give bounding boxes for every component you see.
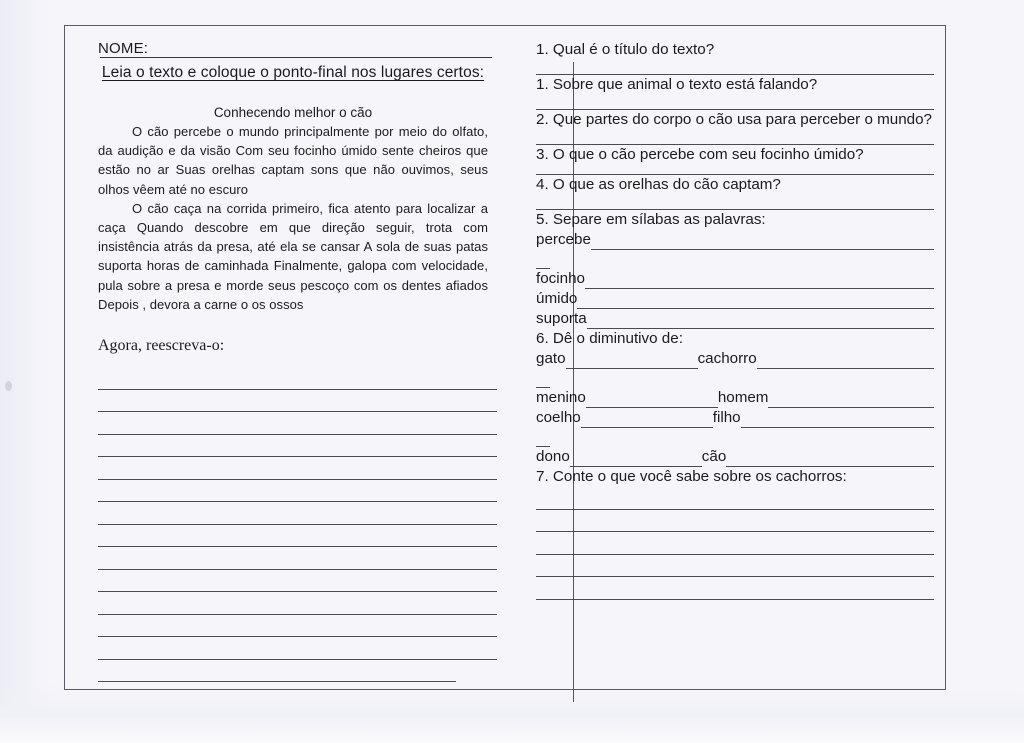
reading-paragraph-1: O cão percebe o mundo principalmente por meio do olfato, da audição e da visão Com seu focinho úmido sente cheiros que estão no ar Suas orelhas captam sons que não ouvimos, seus olhos vêem até no escuro <box>98 124 488 197</box>
writing-line[interactable] <box>98 435 497 458</box>
question-number: 3. <box>536 146 549 163</box>
question-text: Dê o diminutivo de: <box>552 330 683 347</box>
syllable-blank[interactable] <box>585 272 934 289</box>
diminutive-word-right: cachorro <box>697 350 757 367</box>
question-text: Sobre que animal o texto está falando? <box>552 76 818 93</box>
diminutive-blank-right[interactable] <box>741 411 934 428</box>
question-6 <box>536 329 936 349</box>
syllable-word: úmido <box>536 290 578 307</box>
scan-shading-left <box>0 0 66 743</box>
rewrite-prompt: Agora, reescreva-o: <box>98 337 225 355</box>
question-7-answer-lines[interactable] <box>536 487 936 600</box>
writing-line[interactable] <box>98 412 497 435</box>
question-number: 7. <box>536 468 549 485</box>
question-text: O que o cão percebe com seu focinho úmido? <box>552 146 864 163</box>
stray-mark <box>536 261 550 269</box>
name-field-row[interactable] <box>98 40 488 60</box>
question-number: 5. <box>536 211 549 228</box>
diminutive-word-left: coelho <box>536 409 581 426</box>
diminutive-blank-right[interactable] <box>757 352 934 369</box>
question-text: O que as orelhas do cão captam? <box>552 176 781 193</box>
question-text: Separe em sílabas as palavras: <box>552 211 766 228</box>
writing-line[interactable] <box>98 480 497 503</box>
right-column <box>536 40 936 600</box>
diminutive-blank-right[interactable] <box>726 450 934 467</box>
writing-line[interactable] <box>98 570 497 593</box>
question-3 <box>536 145 936 165</box>
diminutive-row-gato-cachorro[interactable] <box>536 349 934 369</box>
writing-line[interactable] <box>98 615 497 638</box>
diminutive-word-right: filho <box>712 409 741 426</box>
instruction-title: Leia o texto e coloque o ponto-final nos lugares certos: <box>101 64 485 81</box>
question-number: 1. <box>536 41 549 58</box>
question-text: Conte o que você sabe sobre os cachorros: <box>552 468 847 485</box>
syllable-word: focinho <box>536 270 585 287</box>
writing-line[interactable] <box>98 592 497 615</box>
diminutive-blank-left[interactable] <box>566 352 698 369</box>
writing-line[interactable] <box>98 390 497 413</box>
writing-line[interactable] <box>536 487 934 510</box>
diminutive-word-right: homem <box>717 389 769 406</box>
reading-title: Conhecendo melhor o cão <box>213 105 373 120</box>
question-number: 1. <box>536 76 549 93</box>
question-1 <box>536 40 936 60</box>
diminutive-blank-right[interactable] <box>768 391 934 408</box>
stray-mark <box>536 380 550 388</box>
question-text: Que partes do corpo o cão usa para perceber o mundo? <box>552 111 932 128</box>
question-text: Qual é o título do texto? <box>552 41 715 58</box>
diminutive-row-coelho-filho[interactable] <box>536 408 934 428</box>
diminutive-blank-left[interactable] <box>570 450 702 467</box>
question-5 <box>536 210 936 230</box>
question-2 <box>536 110 936 130</box>
writing-line[interactable] <box>98 660 456 683</box>
scan-artifact-speck <box>5 381 12 391</box>
syllable-blank[interactable] <box>587 312 934 329</box>
syllable-row-suporta[interactable] <box>536 309 934 329</box>
question-number: 4. <box>536 176 549 193</box>
syllable-row-umido[interactable] <box>536 289 934 309</box>
diminutive-word-left: dono <box>536 448 570 465</box>
syllable-blank[interactable] <box>577 292 934 309</box>
diminutive-row-menino-homem[interactable] <box>536 388 934 408</box>
writing-line[interactable] <box>536 510 934 533</box>
diminutive-row-dono-cao[interactable] <box>536 447 934 467</box>
writing-line[interactable] <box>98 525 497 548</box>
writing-line[interactable] <box>98 457 497 480</box>
left-column <box>98 40 488 682</box>
question-number: 2. <box>536 111 549 128</box>
syllable-row-percebe[interactable] <box>536 230 934 250</box>
writing-line[interactable] <box>98 547 497 570</box>
diminutive-blank-left[interactable] <box>581 411 713 428</box>
name-field-blank[interactable] <box>100 57 492 58</box>
writing-line[interactable] <box>536 555 934 578</box>
name-field-label: NOME: <box>98 40 149 57</box>
diminutive-word-right: cão <box>701 448 727 465</box>
writing-line[interactable] <box>536 577 934 600</box>
diminutive-word-left: gato <box>536 350 566 367</box>
syllable-word: percebe <box>536 231 591 248</box>
reading-paragraph-2: O cão caça na corrida primeiro, fica atento para localizar a caça Quando descobre em que direção seguir, trota com insistência atrás da presa, até ela se cansar A sola de suas patas suporta horas de caminhada Finalmente, galopa com velocidade, pula sobre a presa e morde seus pescoço com os dentes afiados Depois , devora a carne o os ossos <box>98 200 488 312</box>
diminutive-blank-left[interactable] <box>586 391 718 408</box>
diminutive-word-left: menino <box>536 389 586 406</box>
question-1-duplicate <box>536 75 936 95</box>
syllable-row-focinho[interactable] <box>536 269 934 289</box>
scan-shading-bottom <box>0 683 1024 743</box>
stray-mark <box>536 439 550 447</box>
syllable-blank[interactable] <box>591 233 934 250</box>
writing-line[interactable] <box>536 532 934 555</box>
question-7 <box>536 467 936 487</box>
question-number: 6. <box>536 330 549 347</box>
writing-line[interactable] <box>98 502 497 525</box>
question-4 <box>536 175 936 195</box>
rewrite-answer-lines[interactable] <box>98 367 488 682</box>
syllable-word: suporta <box>536 310 587 327</box>
writing-line[interactable] <box>98 637 497 660</box>
writing-line[interactable] <box>98 367 497 390</box>
